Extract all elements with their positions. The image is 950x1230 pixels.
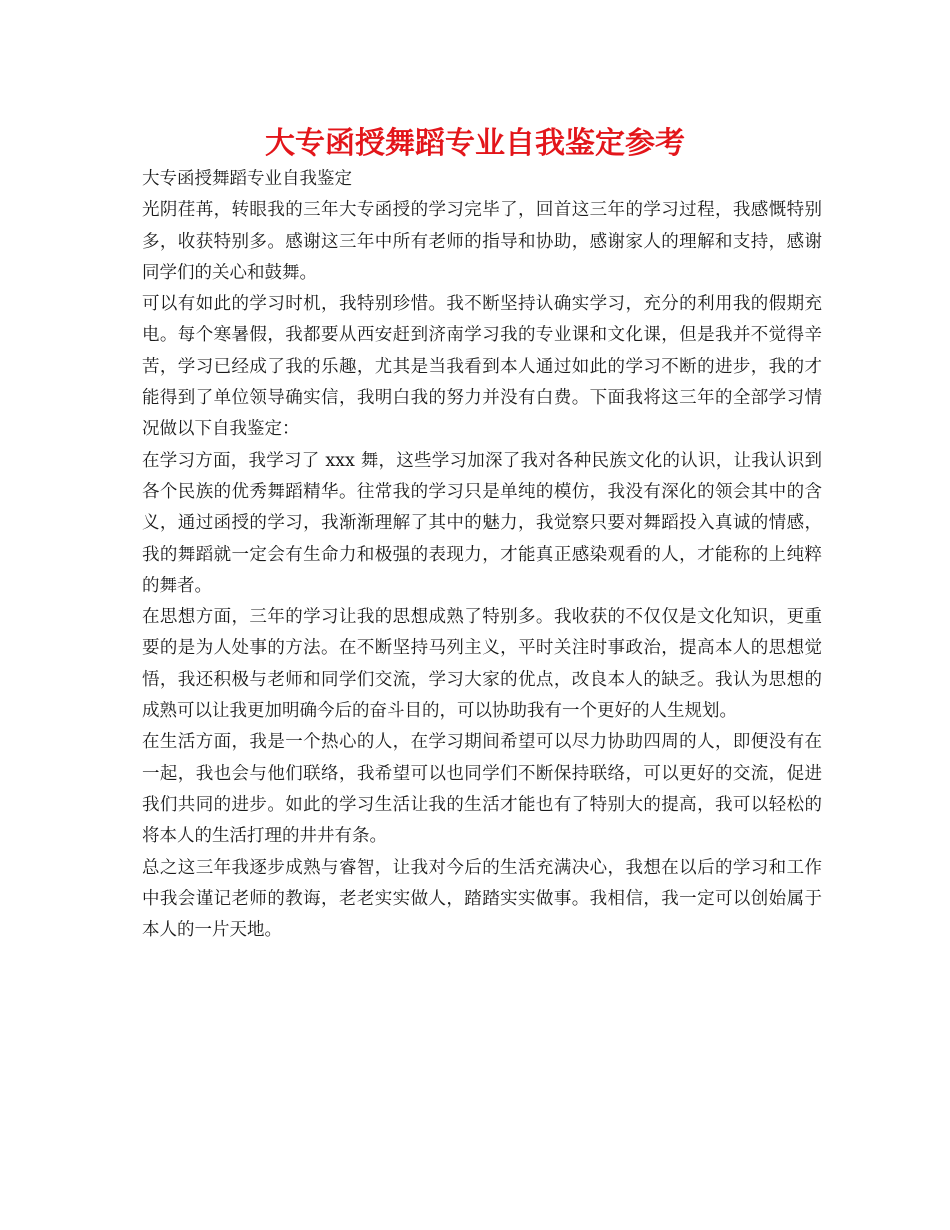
paragraph-study: 在学习方面，我学习了 xxx 舞，这些学习加深了我对各种民族文化的认识，让我认识到各个民族的优秀舞蹈精华。往常我的学习只是单纯的模仿，我没有深化的领会其中的含义，通过函授的学习，我渐渐理解了其中的魅力，我觉察只要对舞蹈投入真诚的情感，我的舞蹈就一定会有生命力和极强的表现力，才能真正感染观看的人，才能称的上纯粹的舞者。 [142,450,822,596]
document-subtitle: 大专函授舞蹈专业自我鉴定 [142,169,352,189]
paragraph-intro: 光阴荏苒，转眼我的三年大专函授的学习完毕了，回首这三年的学习过程，我感慨特别多，收获特别多。感谢这三年中所有老师的指导和协助，感谢家人的理解和支持，感谢同学们的关心和鼓舞。 [142,200,822,283]
paragraph-opportunity: 可以有如此的学习时机，我特别珍惜。我不断坚持认确实学习，充分的利用我的假期充电。每个寒暑假，我都要从西安赶到济南学习我的专业课和文化课，但是我并不觉得辛苦，学习已经成了我的乐趣，尤其是当我看到本人通过如此的学习不断的进步，我的才能得到了单位领导确实信，我明白我的努力并没有白费。下面我将这三年的全部学习情况做以下自我鉴定： [142,294,822,440]
document-body [142,164,822,946]
paragraph-conclusion: 总之这三年我逐步成熟与睿智，让我对今后的生活充满决心，我想在以后的学习和工作中我会谨记老师的教诲，老老实实做人，踏踏实实做事。我相信，我一定可以创始属于本人的一片天地。 [142,857,822,941]
paragraph-life: 在生活方面，我是一个热心的人，在学习期间希望可以尽力协助四周的人，即便没有在一起，我也会与他们联络，我希望可以也同学们不断保持联络，可以更好的交流，促进我们共同的进步。如此的学习生活让我的生活才能也有了特别大的提高，我可以轻松的将本人的生活打理的井井有条。 [142,732,822,847]
document-title: 大专函授舞蹈专业自我鉴定参考 [265,126,685,161]
paragraph-thought: 在思想方面，三年的学习让我的思想成熟了特别多。我收获的不仅仅是文化知识，更重要的是为人处事的方法。在不断坚持马列主义，平时关注时事政治，提高本人的思想觉悟，我还积极与老师和同学们交流，学习大家的优点，改良本人的缺乏。我认为思想的成熟可以让我更加明确今后的奋斗目的，可以协助我有一个更好的人生规划。 [142,607,822,722]
